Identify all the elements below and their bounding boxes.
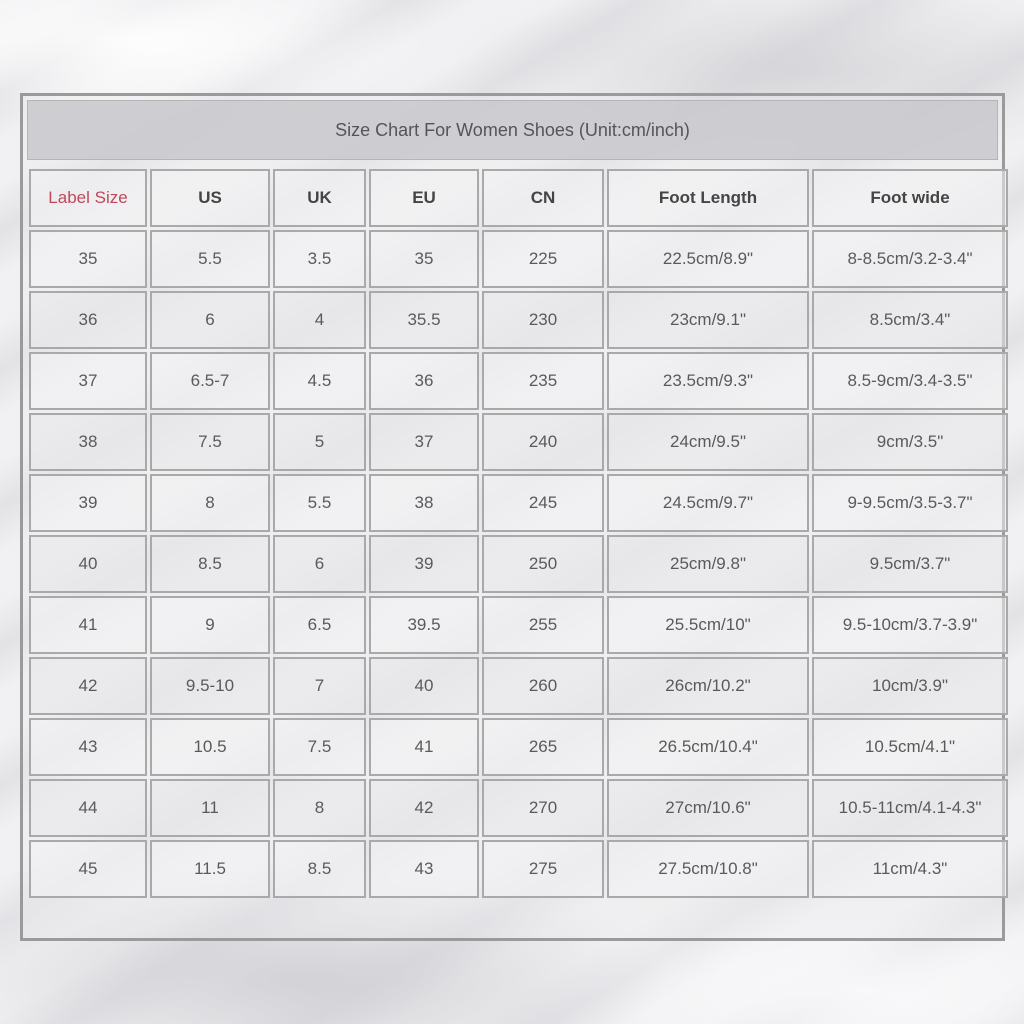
cell-cn: 230	[482, 291, 604, 349]
cell-us: 9	[150, 596, 270, 654]
cell-us: 10.5	[150, 718, 270, 776]
cell-foot-length: 23.5cm/9.3"	[607, 352, 809, 410]
cell-eu: 41	[369, 718, 479, 776]
size-chart-frame	[20, 93, 1005, 941]
table-row	[29, 718, 1008, 776]
cell-label-size: 37	[29, 352, 147, 410]
cell-label-size: 40	[29, 535, 147, 593]
cell-uk: 8	[273, 779, 366, 837]
cell-us: 9.5-10	[150, 657, 270, 715]
cell-foot-length: 24cm/9.5"	[607, 413, 809, 471]
table-row	[29, 779, 1008, 837]
cell-foot-length: 23cm/9.1"	[607, 291, 809, 349]
cell-uk: 7	[273, 657, 366, 715]
table-row	[29, 291, 1008, 349]
cell-foot-wide: 11cm/4.3"	[812, 840, 1008, 898]
size-table	[26, 166, 1011, 901]
cell-cn: 250	[482, 535, 604, 593]
cell-uk: 3.5	[273, 230, 366, 288]
cell-foot-wide: 8.5-9cm/3.4-3.5"	[812, 352, 1008, 410]
column-header-label-size: Label Size	[29, 169, 147, 227]
cell-foot-length: 22.5cm/8.9"	[607, 230, 809, 288]
cell-eu: 37	[369, 413, 479, 471]
table-row	[29, 230, 1008, 288]
cell-us: 6	[150, 291, 270, 349]
cell-eu: 39.5	[369, 596, 479, 654]
cell-us: 11.5	[150, 840, 270, 898]
cell-foot-wide: 9.5-10cm/3.7-3.9"	[812, 596, 1008, 654]
column-header-eu: EU	[369, 169, 479, 227]
cell-uk: 6	[273, 535, 366, 593]
cell-us: 6.5-7	[150, 352, 270, 410]
cell-eu: 36	[369, 352, 479, 410]
table-row	[29, 535, 1008, 593]
cell-cn: 240	[482, 413, 604, 471]
cell-foot-wide: 8.5cm/3.4"	[812, 291, 1008, 349]
column-header-us: US	[150, 169, 270, 227]
cell-cn: 225	[482, 230, 604, 288]
cell-eu: 38	[369, 474, 479, 532]
cell-foot-wide: 8-8.5cm/3.2-3.4"	[812, 230, 1008, 288]
column-header-foot-length: Foot Length	[607, 169, 809, 227]
cell-label-size: 44	[29, 779, 147, 837]
cell-uk: 8.5	[273, 840, 366, 898]
cell-foot-length: 26.5cm/10.4"	[607, 718, 809, 776]
cell-cn: 235	[482, 352, 604, 410]
cell-uk: 6.5	[273, 596, 366, 654]
column-header-foot-wide: Foot wide	[812, 169, 1008, 227]
cell-eu: 43	[369, 840, 479, 898]
cell-foot-length: 27cm/10.6"	[607, 779, 809, 837]
table-row	[29, 596, 1008, 654]
table-row	[29, 413, 1008, 471]
cell-foot-length: 26cm/10.2"	[607, 657, 809, 715]
cell-eu: 35	[369, 230, 479, 288]
column-header-cn: CN	[482, 169, 604, 227]
cell-foot-wide: 10.5-11cm/4.1-4.3"	[812, 779, 1008, 837]
cell-foot-wide: 9cm/3.5"	[812, 413, 1008, 471]
cell-eu: 35.5	[369, 291, 479, 349]
cell-cn: 275	[482, 840, 604, 898]
table-row	[29, 657, 1008, 715]
chart-title: Size Chart For Women Shoes (Unit:cm/inch)	[27, 100, 998, 160]
cell-foot-length: 25cm/9.8"	[607, 535, 809, 593]
cell-foot-length: 27.5cm/10.8"	[607, 840, 809, 898]
cell-foot-wide: 9.5cm/3.7"	[812, 535, 1008, 593]
cell-label-size: 38	[29, 413, 147, 471]
cell-uk: 5	[273, 413, 366, 471]
cell-cn: 270	[482, 779, 604, 837]
cell-label-size: 45	[29, 840, 147, 898]
table-row	[29, 474, 1008, 532]
cell-foot-length: 24.5cm/9.7"	[607, 474, 809, 532]
cell-label-size: 36	[29, 291, 147, 349]
cell-us: 8	[150, 474, 270, 532]
cell-eu: 42	[369, 779, 479, 837]
cell-us: 11	[150, 779, 270, 837]
cell-foot-length: 25.5cm/10"	[607, 596, 809, 654]
cell-us: 8.5	[150, 535, 270, 593]
cell-label-size: 41	[29, 596, 147, 654]
header-row	[29, 169, 1008, 227]
cell-eu: 40	[369, 657, 479, 715]
cell-foot-wide: 10.5cm/4.1"	[812, 718, 1008, 776]
cell-cn: 255	[482, 596, 604, 654]
cell-uk: 4	[273, 291, 366, 349]
cell-uk: 7.5	[273, 718, 366, 776]
table-row	[29, 352, 1008, 410]
cell-cn: 260	[482, 657, 604, 715]
cell-foot-wide: 9-9.5cm/3.5-3.7"	[812, 474, 1008, 532]
cell-uk: 5.5	[273, 474, 366, 532]
cell-eu: 39	[369, 535, 479, 593]
column-header-uk: UK	[273, 169, 366, 227]
table-row	[29, 840, 1008, 898]
cell-label-size: 42	[29, 657, 147, 715]
cell-us: 7.5	[150, 413, 270, 471]
cell-cn: 245	[482, 474, 604, 532]
cell-label-size: 35	[29, 230, 147, 288]
cell-label-size: 43	[29, 718, 147, 776]
cell-label-size: 39	[29, 474, 147, 532]
cell-us: 5.5	[150, 230, 270, 288]
cell-foot-wide: 10cm/3.9"	[812, 657, 1008, 715]
cell-uk: 4.5	[273, 352, 366, 410]
cell-cn: 265	[482, 718, 604, 776]
